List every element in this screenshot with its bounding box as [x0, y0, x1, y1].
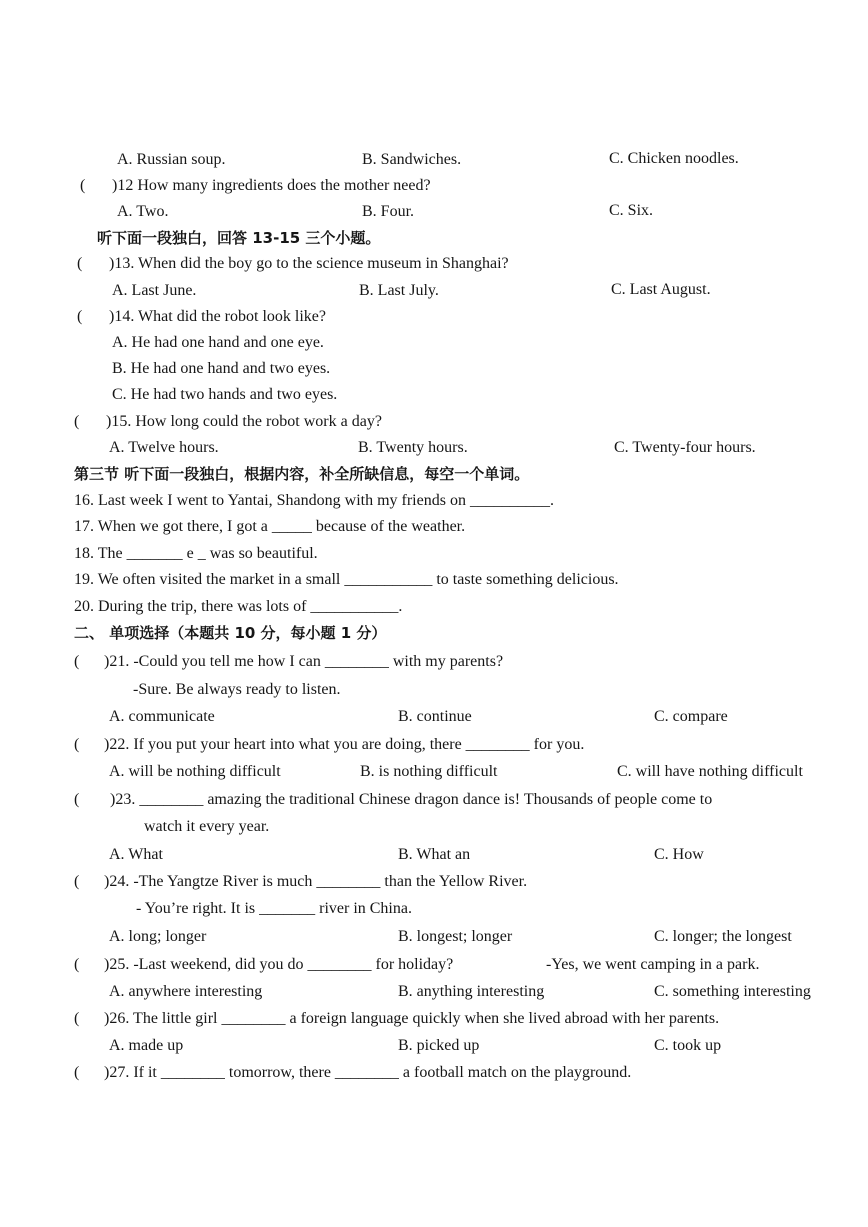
q15-paren: (	[74, 413, 80, 430]
q14-question: )14. What did the robot look like?	[109, 308, 326, 325]
q15-option-b: B. Twenty hours.	[358, 439, 468, 456]
q14-option-c: C. He had two hands and two eyes.	[112, 386, 338, 403]
q12-option-a: A. Two.	[117, 203, 169, 220]
q25-reply: -Yes, we went camping in a park.	[546, 956, 760, 973]
q22-question: )22. If you put your heart into what you are doing, there ________ for you.	[104, 736, 585, 753]
q24-question: )24. -The Yangtze River is much ________ than the Yellow River.	[104, 873, 528, 890]
q23-question: )23. ________ amazing the traditional Chinese dragon dance is! Thousands of people come to	[110, 791, 713, 808]
fill-20: 20. During the trip, there was lots of ___________.	[74, 598, 403, 615]
q25-option-b: B. anything interesting	[398, 983, 545, 1000]
q11-option-a: A. Russian soup.	[117, 151, 226, 168]
q27-question: )27. If it ________ tomorrow, there ________ a football match on the playground.	[104, 1064, 632, 1081]
q24-paren: (	[74, 873, 80, 890]
q26-paren: (	[74, 1010, 80, 1027]
q25-paren: (	[74, 956, 80, 973]
q21-question: )21. -Could you tell me how I can ________ with my parents?	[104, 653, 504, 670]
section-monologue-heading: 听下面一段独白，回答 13-15 三个小题。	[97, 229, 381, 247]
q23-continuation: watch it every year.	[144, 818, 270, 835]
q13-option-c: C. Last August.	[611, 281, 711, 298]
q14-option-a: A. He had one hand and one eye.	[112, 334, 324, 351]
q14-option-b: B. He had one hand and two eyes.	[112, 360, 331, 377]
q23-option-a: A. What	[109, 846, 163, 863]
q22-option-c: C. will have nothing difficult	[617, 763, 803, 780]
fill-16: 16. Last week I went to Yantai, Shandong with my friends on __________.	[74, 492, 554, 509]
q21-paren: (	[74, 653, 80, 670]
fill-19: 19. We often visited the market in a small ___________ to taste something delicious.	[74, 571, 619, 588]
q27-paren: (	[74, 1064, 80, 1081]
fill-17: 17. When we got there, I got a _____ because of the weather.	[74, 518, 466, 535]
q13-paren: (	[77, 255, 83, 272]
q24-option-b: B. longest; longer	[398, 928, 513, 945]
q22-option-b: B. is nothing difficult	[360, 763, 498, 780]
q23-paren: (	[74, 791, 80, 808]
q12-question: )12 How many ingredients does the mother need?	[112, 177, 431, 194]
q24-option-a: A. long; longer	[109, 928, 207, 945]
q15-option-a: A. Twelve hours.	[109, 439, 219, 456]
q21-option-a: A. communicate	[109, 708, 215, 725]
q26-question: )26. The little girl ________ a foreign language quickly when she lived abroad with her parents.	[104, 1010, 720, 1027]
section3-heading: 第三节 听下面一段独白，根据内容，补全所缺信息，每空一个单词。	[74, 465, 530, 483]
q26-option-a: A. made up	[109, 1037, 184, 1054]
q25-option-a: A. anywhere interesting	[109, 983, 263, 1000]
q12-option-c: C. Six.	[609, 202, 654, 219]
q26-option-c: C. took up	[654, 1037, 722, 1054]
q13-option-a: A. Last June.	[112, 282, 197, 299]
q22-paren: (	[74, 736, 80, 753]
q25-question: )25. -Last weekend, did you do ________ for holiday?	[104, 956, 454, 973]
q14-paren: (	[77, 308, 83, 325]
q26-option-b: B. picked up	[398, 1037, 480, 1054]
q13-question: )13. When did the boy go to the science museum in Shanghai?	[109, 255, 509, 272]
q12-paren: (	[80, 177, 86, 194]
q23-option-b: B. What an	[398, 846, 471, 863]
q11-option-c: C. Chicken noodles.	[609, 150, 739, 167]
q15-option-c: C. Twenty-four hours.	[614, 439, 756, 456]
q24-reply: - You’re right. It is _______ river in China.	[136, 900, 412, 917]
q22-option-a: A. will be nothing difficult	[109, 763, 281, 780]
part2-heading: 二、 单项选择（本题共 10 分，每小题 1 分）	[74, 624, 387, 642]
q21-option-c: C. compare	[654, 708, 728, 725]
q13-option-b: B. Last July.	[359, 282, 439, 299]
fill-18: 18. The _______ e _ was so beautiful.	[74, 545, 318, 562]
q21-reply: -Sure. Be always ready to listen.	[133, 681, 341, 698]
q15-question: )15. How long could the robot work a day?	[106, 413, 382, 430]
q25-option-c: C. something interesting	[654, 983, 811, 1000]
q12-option-b: B. Four.	[362, 203, 415, 220]
q24-option-c: C. longer; the longest	[654, 928, 792, 945]
q23-option-c: C. How	[654, 846, 704, 863]
q11-option-b: B. Sandwiches.	[362, 151, 462, 168]
q21-option-b: B. continue	[398, 708, 472, 725]
